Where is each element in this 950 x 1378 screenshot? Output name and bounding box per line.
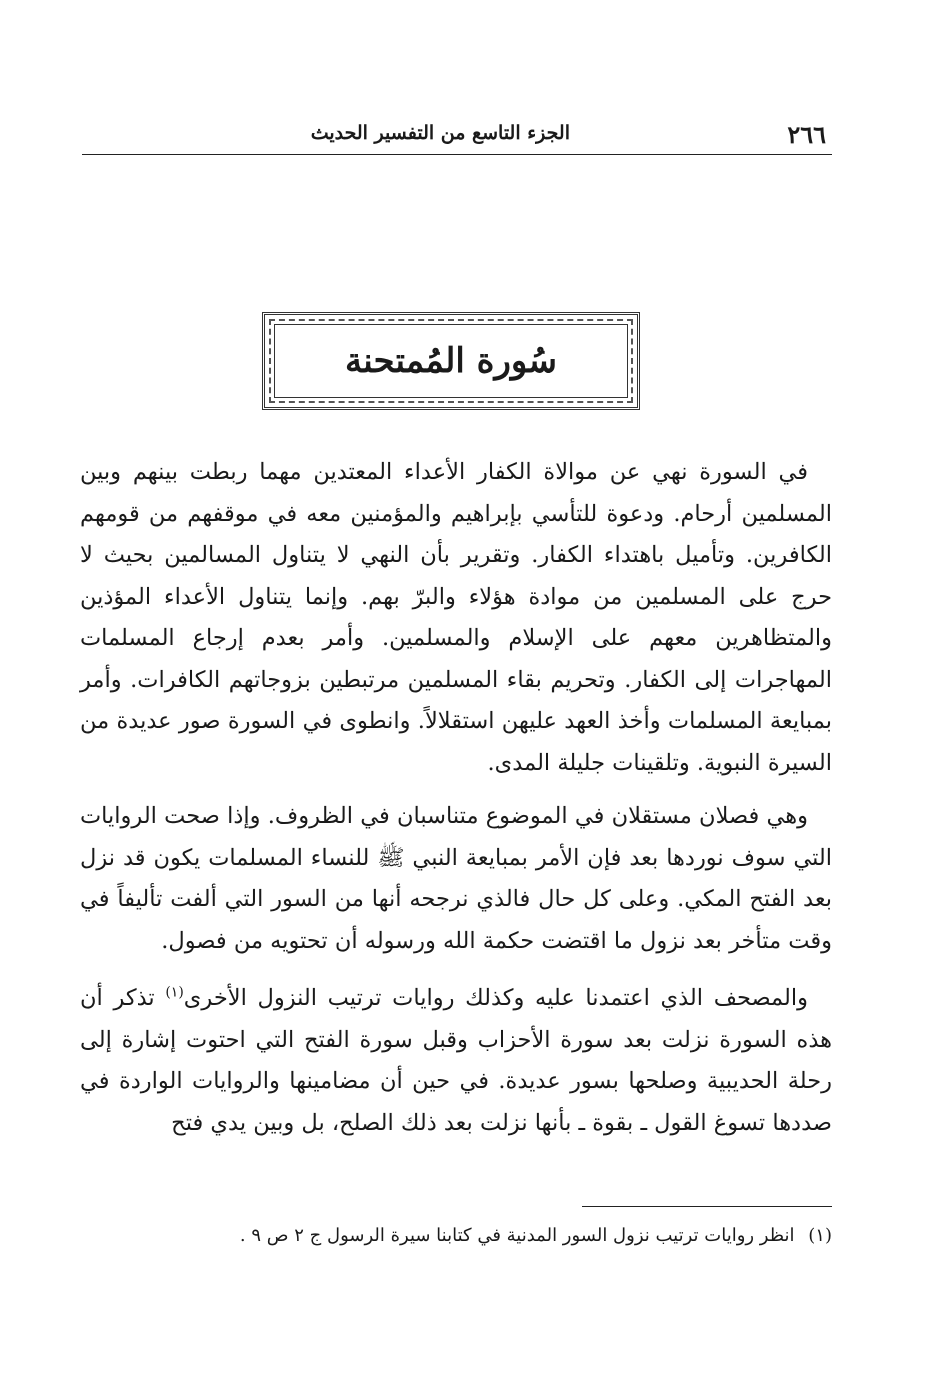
page-number: ٢٦٦ [787, 120, 826, 149]
header-rule [82, 154, 832, 155]
footnote-text: انظر روايات ترتيب نزول السور المدنية في كتابنا سيرة الرسول ج ٢ ص ٩ . [239, 1225, 795, 1246]
ornamental-border [269, 319, 633, 403]
paragraph-3 [80, 978, 832, 1144]
footnote-number: (١) [808, 1225, 832, 1246]
paragraph-1: في السورة نهي عن موالاة الكفار الأعداء المعتدين مهما ربطت بينهم وبين المسلمين أرحام. ودعوة للتأسي بإبراهيم والمؤمنين معه في موقفهم من قومهم الكافرين. وتأميل باهتداء الكفار. وتقرير بأن النهي لا يتناول المسالمين بحيث لا حرج على المسلمين من موادة هؤلاء والبرّ بهم. وإنما يتناول الأعداء المؤذين والمتظاهرين معهم على الإسلام والمسلمين. وأمر بعدم إرجاع المسلمات المهاجرات إلى الكفار. وتحريم بقاء المسلمين مرتبطين بزوجاتهم الكافرات. وأمر بمبايعة المسلمات وأخذ العهد عليهن استقلالاً. وانطوى في السورة صور عديدة من السيرة النبوية. وتلقينات جليلة المدى. [80, 459, 833, 776]
paragraph-3-end: تذكر أن هذه السورة نزلت بعد سورة الأحزاب وقبل سورة الفتح التي احتوت إشارة إلى رحلة الحديبية وصلحها بسور عديدة. في حين أن مضامينها والروايات الواردة في صددها تسوغ القول ـ بقوة ـ بأنها نزلت بعد ذلك الصلح، بل وبين يدي فتح [80, 985, 832, 1136]
surah-title-frame [262, 312, 640, 410]
footnote-rule [582, 1206, 832, 1207]
footnote-reference: (١) [165, 984, 184, 1001]
footnote [80, 1222, 832, 1250]
paragraph-3-start: والمصحف الذي اعتمدنا عليه وكذلك روايات ترتيب النزول الأخرى [183, 985, 809, 1011]
running-title: الجزء التاسع من التفسير الحديث [310, 122, 570, 144]
page-header [82, 118, 832, 154]
paragraph-2: وهي فصلان مستقلان في الموضوع متناسبان في الظروف. وإذا صحت الروايات التي سوف نوردها بعد فإن الأمر بمبايعة النبي ﷺ للنساء المسلمات يكون قد نزل بعد الفتح المكي. وعلى كل حال فالذي نرجحه أنها من السور التي ألفت تأليفاً في وقت متأخر بعد نزول ما اقتضت حكمة الله ورسوله أن تحتويه من فصول. [80, 803, 832, 954]
surah-title: سُورة المُمتحنة [345, 341, 557, 381]
main-text [80, 452, 832, 1160]
